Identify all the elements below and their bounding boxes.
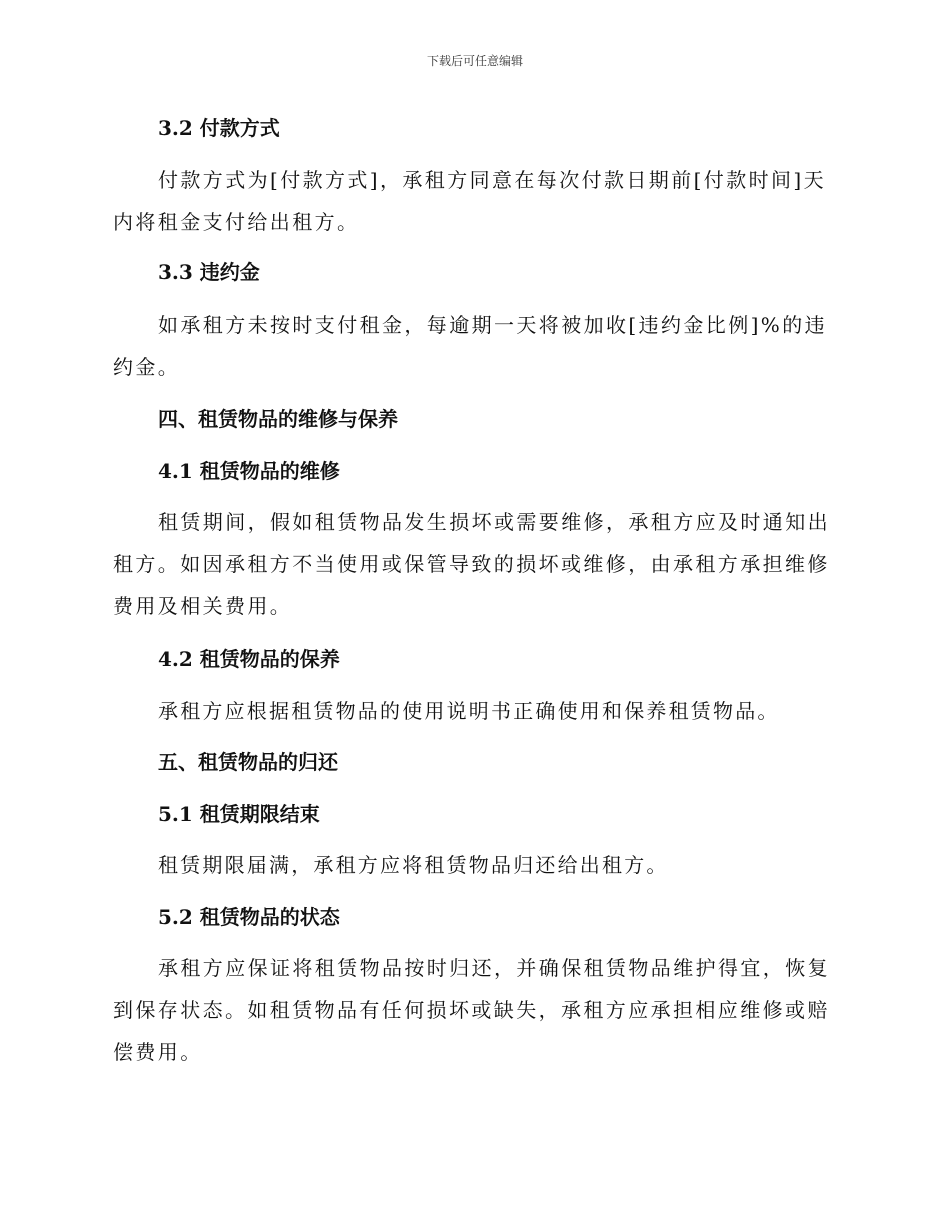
section-heading-5-1: 5.1 租赁期限结束 [158,802,320,826]
section-body-3-3: 如承租方未按时支付租金，每逾期一天将被加收[违约金比例]%的违约金。 [113,313,828,379]
section-body-3-2: 付款方式为[付款方式]，承租方同意在每次付款日期前[付款时间]天内将租金支付给出租方。 [113,168,827,234]
section-heading-4-2: 4.2 租赁物品的保养 [158,647,340,671]
page-header-note: 下载后可任意编辑 [426,54,523,68]
chapter-heading-5: 五、租赁物品的归还 [158,750,338,774]
section-heading-4-1: 4.1 租赁物品的维修 [158,459,340,483]
chapter-heading-4: 四、租赁物品的维修与保养 [158,407,398,431]
section-body-5-1: 租赁期限届满，承租方应将租赁物品归还给出租方。 [158,853,669,877]
section-heading-3-3: 3.3 违约金 [158,260,260,284]
section-body-4-1: 租赁期间，假如租赁物品发生损坏或需要维修，承租方应及时通知出租方。如因承租方不当使用或保管导致的损坏或维修，由承租方承担维修费用及相关费用。 [113,510,830,618]
section-heading-3-2: 3.2 付款方式 [158,116,280,140]
section-heading-5-2: 5.2 租赁物品的状态 [158,905,340,929]
section-body-4-2: 承租方应根据租赁物品的使用说明书正确使用和保养租赁物品。 [158,699,780,723]
section-body-5-2: 承租方应保证将租赁物品按时归还，并确保租赁物品维护得宜，恢复到保存状态。如租赁物品有任何损坏或缺失，承租方应承担相应维修或赔偿费用。 [113,956,830,1064]
